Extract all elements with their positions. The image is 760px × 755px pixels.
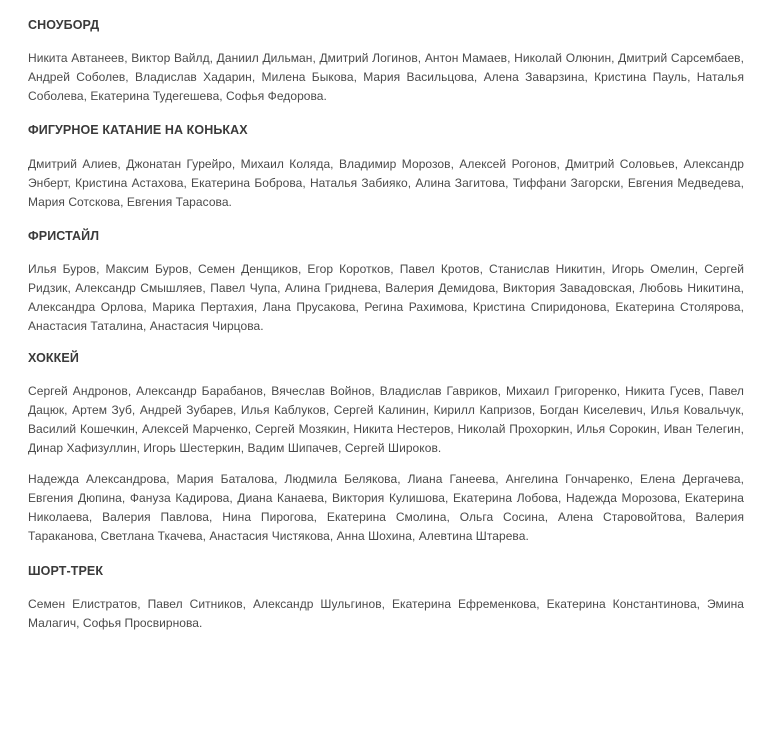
section-heading-freestyle: ФРИСТАЙЛ [28, 229, 100, 243]
section-heading-short-track: ШОРТ-ТРЕК [28, 564, 104, 578]
section-heading-hockey: ХОККЕЙ [28, 351, 79, 365]
section-names-hockey-men: Сергей Андронов, Александр Барабанов, Вячеслав Войнов, Владислав Гавриков, Михаил Григоренко, Никита Гусев, Павел Дацюк, Артем Зуб, Андрей Зубарев, Илья Каблуков, Сергей Калинин, Кирилл Капризов, Богдан Киселевич, Илья Ковальчук, Василий Кошечкин, Алексей Марченко, Сергей Мозякин, Никита Нестеров, Николай Прохоркин, Илья Сорокин, Иван Телегин, Динар Хафизуллин, Игорь Шестеркин, Вадим Шипачев, Сергей Широков. [28, 384, 744, 455]
section-names-snowboard: Никита Автанеев, Виктор Вайлд, Даниил Дильман, Дмитрий Логинов, Антон Мамаев, Николай Олюнин, Дмитрий Сарсембаев, Андрей Соболев, Владислав Хадарин, Милена Быкова, Мария Васильцова, Алена Заварзина, Кристина Пауль, Наталья Соболева, Екатерина Тудегешева, Софья Федорова. [28, 51, 744, 103]
section-heading-snowboard: СНОУБОРД [28, 18, 100, 32]
section-names-hockey-women: Надежда Александрова, Мария Баталова, Людмила Белякова, Лиана Ганеева, Ангелина Гончаренко, Елена Дергачева, Евгения Дюпина, Фануза Кадирова, Диана Канаева, Виктория Кулишова, Екатерина Лобова, Надежда Морозова, Екатерина Николаева, Валерия Павлова, Нина Пирогова, Екатерина Смолина, Ольга Сосина, Алена Старовойтова, Валерия Тараканова, Светлана Ткачева, Анастасия Чистякова, Анна Шохина, Алевтина Штарева. [28, 472, 744, 543]
section-names-short-track: Семен Елистратов, Павел Ситников, Александр Шульгинов, Екатерина Ефременкова, Екатерина Константинова, Эмина Малагич, Софья Просвирнова. [28, 597, 744, 630]
section-names-figure-skating: Дмитрий Алиев, Джонатан Гурейро, Михаил Коляда, Владимир Морозов, Алексей Рогонов, Дмитрий Соловьев, Александр Энберт, Кристина Астахова, Екатерина Боброва, Наталья Забияко, Алина Загитова, Тиффани Загорски, Евгения Медведева, Мария Сотскова, Евгения Тарасова. [28, 157, 744, 209]
section-heading-figure-skating: ФИГУРНОЕ КАТАНИЕ НА КОНЬКАХ [28, 123, 248, 137]
section-names-freestyle: Илья Буров, Максим Буров, Семен Денщиков, Егор Коротков, Павел Кротов, Станислав Никитин, Игорь Омелин, Сергей Ридзик, Александр Смышляев, Павел Чупа, Алина Гриднева, Валерия Демидова, Виктория Завадовская, Любовь Никитина, Александра Орлова, Марика Пертахия, Лана Прусакова, Регина Рахимова, Кристина Спиридонова, Екатерина Столярова, Анастасия Таталина, Анастасия Чирцова. [28, 262, 744, 333]
